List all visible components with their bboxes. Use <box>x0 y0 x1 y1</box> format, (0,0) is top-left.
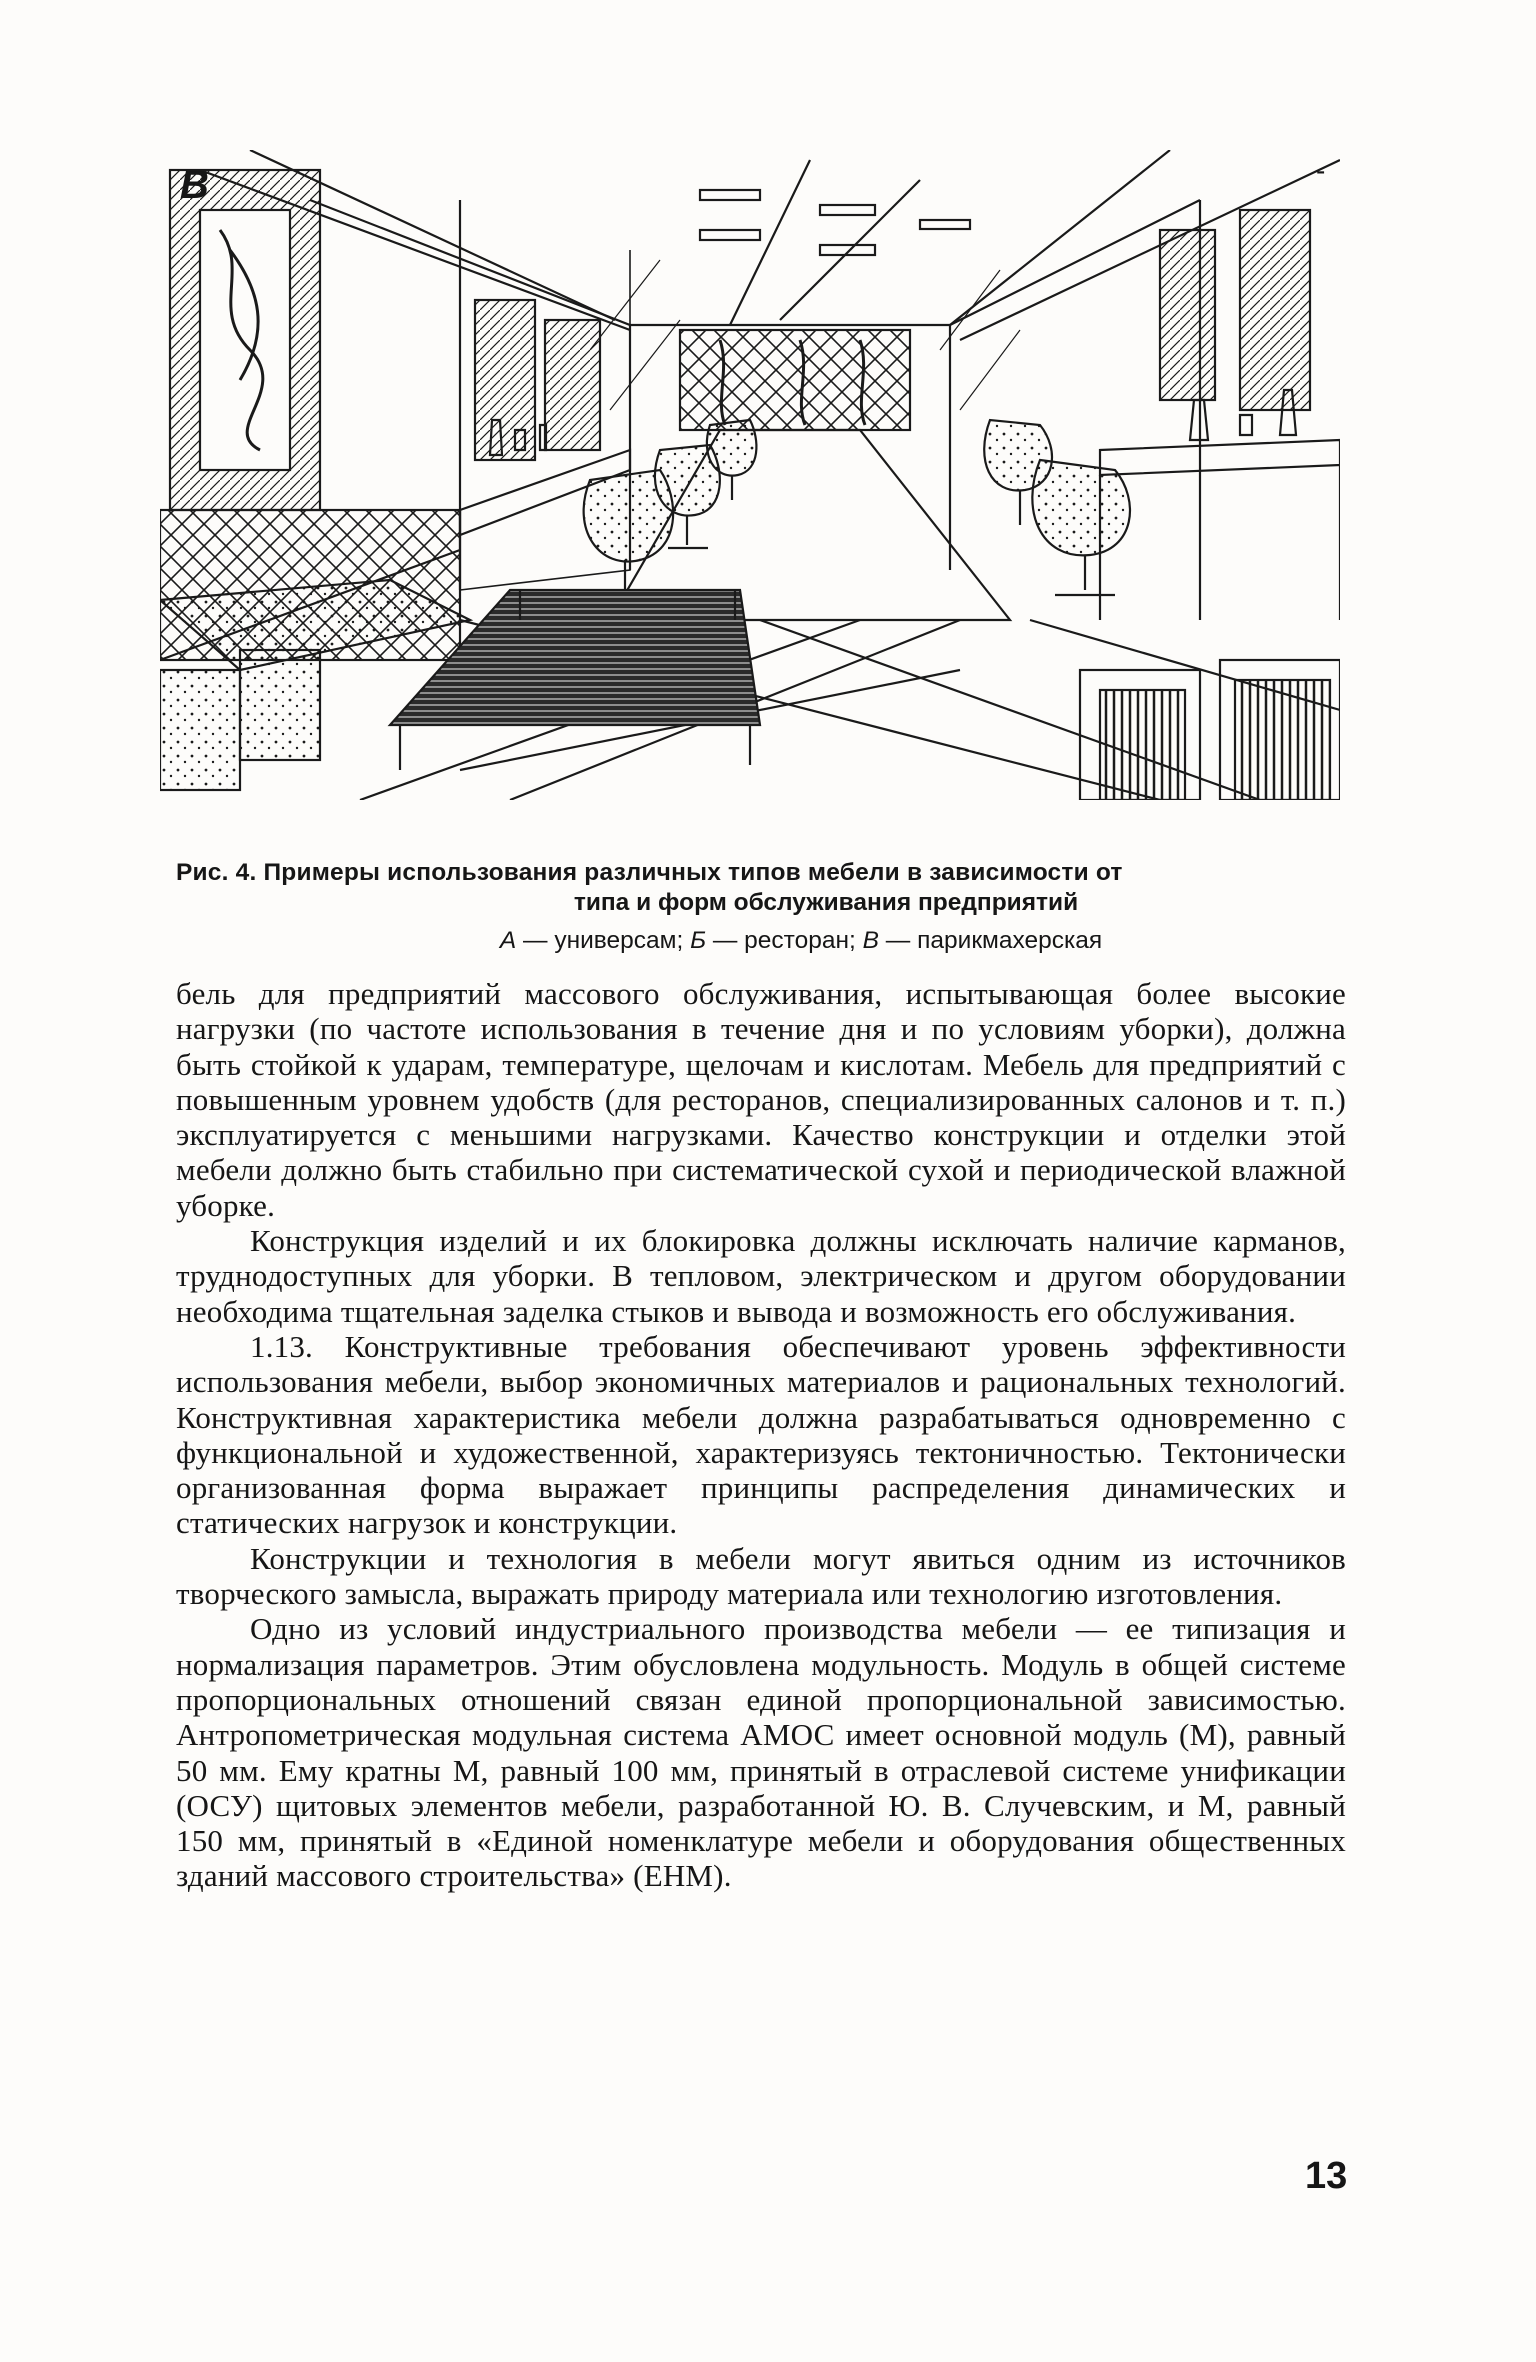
figure-illustration <box>160 150 1340 800</box>
caption-legend <box>176 924 1346 958</box>
mirror <box>545 320 600 450</box>
mirror <box>1240 210 1310 410</box>
barbershop-interior-illustration-icon <box>160 150 1340 800</box>
legend-letter-a: А <box>499 927 517 954</box>
paragraph-section-1-13: 1.13. Конструктивные требования обеспечивают уровень эффективности использования мебели, выбор экономичных материалов и рациональных технологий. Конструктивная характеристика мебели должна разрабатываться одновременно с функциональной и художественной, характеризуясь тектоничностью. Тектонически организованная форма выражает принципы распределения динамических и статических нагрузок и конструкции. <box>176 1328 1346 1541</box>
figure-caption <box>176 858 1346 958</box>
ceiling-light <box>920 220 970 229</box>
caption-title-line2: типа и форм обслуживания предприятий <box>573 889 1079 916</box>
legend-text-a: — универсам; <box>516 927 691 954</box>
ceiling-light <box>700 190 760 200</box>
ceiling-light <box>700 230 760 240</box>
caption-title-line1: Рис. 4. Примеры использования различных типов мебели в зависимости от <box>176 859 1123 886</box>
barber-chair <box>1032 460 1130 595</box>
corner-mark: - <box>1316 155 1326 186</box>
paragraph: Конструкции и технология в мебели могут явиться одним из источников творческого замысла, выражать природу материала или технологию изготовления. <box>176 1540 1346 1612</box>
mirror <box>1160 230 1215 400</box>
paragraph: Конструкция изделий и их блокировка должны исключать наличие карманов, труднодоступных для уборки. В тепловом, электрическом и другом оборудовании необходима тщательная заделка стыков и вывода и возможность его обслуживания. <box>176 1223 1346 1329</box>
legend-letter-v: В <box>862 927 879 954</box>
paragraph: бель для предприятий массового обслуживания, испытывающая более высокие нагрузки (по частоте использования в течение дня и по условиям уборки), должна быть стойкой к ударам, температуре, щелочам и кислотам. Мебель для предприятий с повышенным уровнем удобств (для ресторанов, специализированных салонов и т. п.) эксплуатируется с меньшими нагрузками. Качество конструкции и отделки этой мебели должно быть стабильно при систематической сухой и периодической влажной уборке. <box>176 976 1346 1223</box>
paragraph: Одно из условий индустриального производства мебели — ее типизация и нормализация параметров. Этим обусловлена модульность. Модуль в общей системе пропорциональных отношений связан единой пропорциональной зависимостью. Антропометрическая модульная система АМОС имеет основной модуль (М), равный 50 мм. Ему кратны М, равный 100 мм, принятый в отраслевой системе унификации (ОСУ) щитовых элементов мебели, разработанной Ю. В. Случевским, и М, равный 150 мм, принятый в «Единой номенклатуре мебели и оборудования общественных зданий массового строительства» (ЕНМ). <box>176 1611 1346 1894</box>
back-wall <box>680 330 910 430</box>
legend-text-v: — парикмахерская <box>879 927 1103 954</box>
figure-panel-letter: В <box>180 163 209 207</box>
legend-text-b: — ресторан; <box>706 927 863 954</box>
page-number: 13 <box>1305 2155 1348 2197</box>
legend-letter-b: Б <box>690 927 707 954</box>
ceiling-light <box>820 205 875 215</box>
body-text <box>176 976 1346 1894</box>
